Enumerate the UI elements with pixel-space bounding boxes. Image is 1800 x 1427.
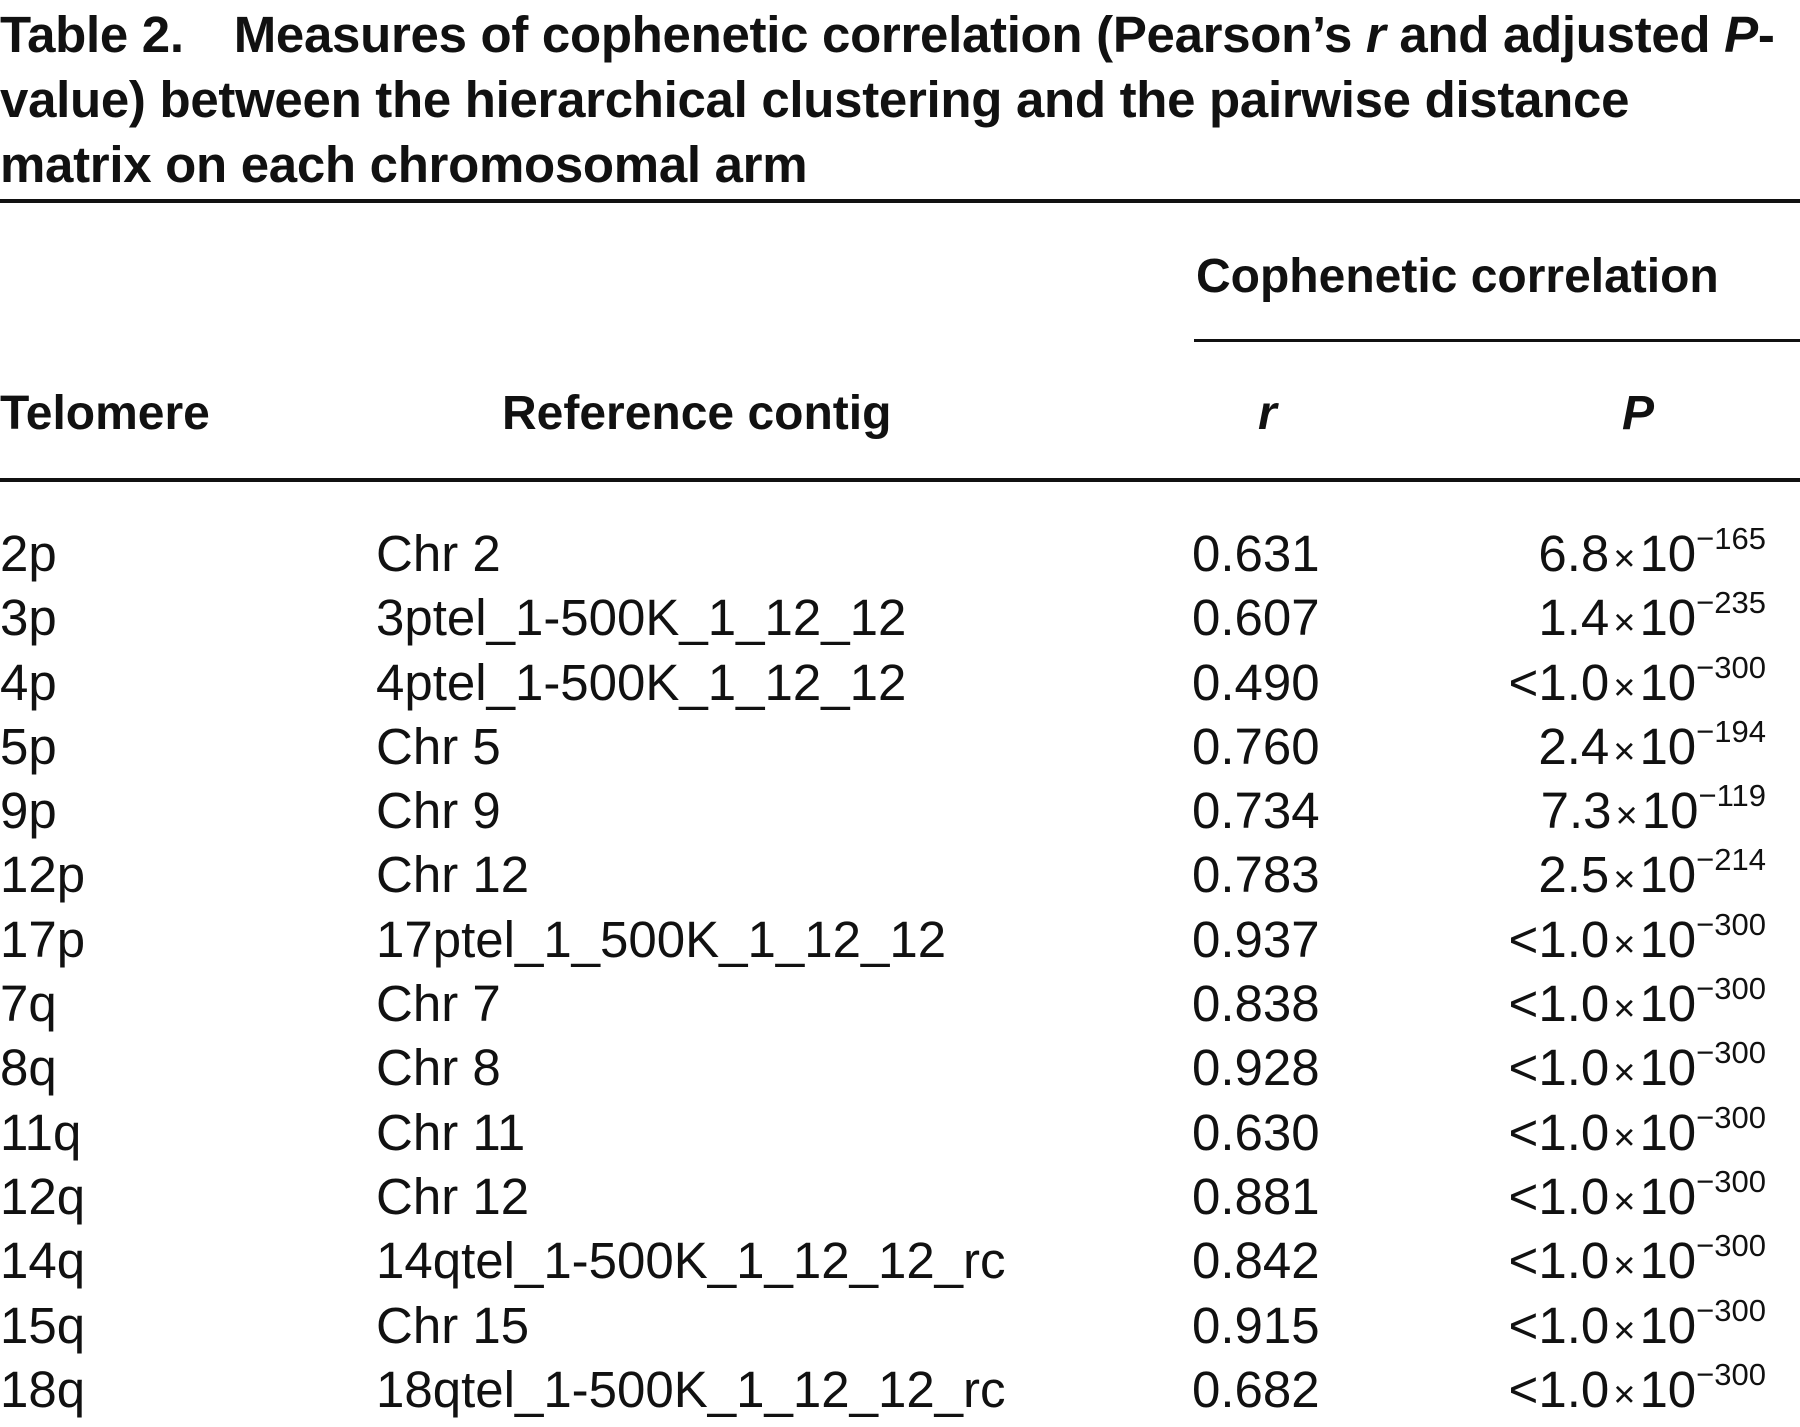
header-telomere: Telomere bbox=[0, 387, 210, 440]
cell-reference-contig: Chr 15 bbox=[376, 1296, 530, 1354]
cell-p bbox=[1509, 1229, 1766, 1298]
cell-reference-contig: Chr 12 bbox=[376, 846, 530, 904]
table-row bbox=[0, 779, 1800, 843]
p-exponent: −300 bbox=[1696, 1356, 1766, 1392]
cell-reference-contig: Chr 11 bbox=[376, 1103, 526, 1161]
p-mantissa: <1.0 bbox=[1508, 1039, 1610, 1097]
p-exponent: −300 bbox=[1696, 1163, 1766, 1199]
caption-p-symbol: P bbox=[1724, 6, 1758, 63]
times-sign: × bbox=[1613, 538, 1636, 580]
table-row bbox=[0, 843, 1800, 907]
p-exponent: −165 bbox=[1696, 521, 1766, 556]
times-sign: × bbox=[1613, 730, 1636, 773]
cell-r: 0.682 bbox=[1192, 1360, 1320, 1418]
table-row bbox=[0, 1294, 1800, 1358]
p-mantissa: <1.0 bbox=[1508, 1296, 1610, 1354]
p-base: 10 bbox=[1639, 910, 1697, 968]
caption-text-1: Measures of cophenetic correlation (Pearson’s bbox=[233, 6, 1366, 63]
p-base: 10 bbox=[1639, 1103, 1697, 1161]
p-mantissa: 2.4 bbox=[1538, 717, 1610, 775]
cell-reference-contig: 3ptel_1-500K_1_12_12 bbox=[376, 589, 907, 647]
times-sign: × bbox=[1613, 923, 1636, 966]
p-base: 10 bbox=[1639, 1296, 1697, 1354]
p-exponent: −119 bbox=[1698, 778, 1766, 814]
p-base: 10 bbox=[1641, 782, 1699, 840]
table-row bbox=[0, 586, 1800, 650]
p-mantissa: 7.3 bbox=[1540, 782, 1612, 840]
group-rule bbox=[1194, 339, 1800, 342]
table-body bbox=[0, 522, 1800, 1422]
times-sign: × bbox=[1613, 602, 1636, 645]
p-base: 10 bbox=[1639, 1039, 1697, 1097]
p-mantissa: 1.4 bbox=[1538, 589, 1610, 647]
p-base: 10 bbox=[1639, 589, 1697, 647]
cell-p bbox=[1509, 972, 1766, 1041]
cell-telomere: 12p bbox=[0, 846, 86, 904]
cell-reference-contig: Chr 7 bbox=[376, 975, 501, 1033]
p-base: 10 bbox=[1639, 1360, 1697, 1418]
cell-reference-contig: 4ptel_1-500K_1_12_12 bbox=[376, 653, 907, 711]
cell-telomere: 7q bbox=[0, 975, 57, 1033]
p-exponent: −300 bbox=[1696, 1099, 1766, 1135]
p-exponent: −300 bbox=[1696, 1228, 1766, 1264]
cell-r: 0.760 bbox=[1192, 717, 1320, 775]
cell-reference-contig: Chr 2 bbox=[376, 525, 501, 582]
p-base: 10 bbox=[1639, 717, 1697, 775]
cell-telomere: 18q bbox=[0, 1360, 86, 1418]
cell-p bbox=[1541, 779, 1766, 848]
p-mantissa: <1.0 bbox=[1508, 1103, 1610, 1161]
cell-r: 0.630 bbox=[1192, 1103, 1320, 1161]
p-exponent: −194 bbox=[1696, 713, 1766, 749]
p-exponent: −214 bbox=[1696, 842, 1766, 878]
table-row bbox=[0, 1165, 1800, 1229]
cell-reference-contig: Chr 9 bbox=[376, 782, 501, 840]
cell-p bbox=[1538, 843, 1766, 912]
table-caption bbox=[0, 2, 1790, 197]
times-sign: × bbox=[1613, 1245, 1636, 1288]
p-base: 10 bbox=[1639, 1167, 1697, 1225]
caption-r-symbol: r bbox=[1365, 6, 1386, 63]
cell-reference-contig: Chr 12 bbox=[376, 1167, 530, 1225]
p-mantissa: 6.8 bbox=[1538, 525, 1610, 582]
table-row bbox=[0, 1036, 1800, 1100]
cell-telomere: 14q bbox=[0, 1232, 86, 1290]
cell-r: 0.928 bbox=[1192, 1039, 1320, 1097]
cell-p bbox=[1509, 651, 1766, 720]
times-sign: × bbox=[1613, 1373, 1636, 1416]
cell-r: 0.915 bbox=[1192, 1296, 1320, 1354]
table-row bbox=[0, 715, 1800, 779]
cell-telomere: 15q bbox=[0, 1296, 86, 1354]
times-sign: × bbox=[1613, 1116, 1636, 1159]
table-row bbox=[0, 651, 1800, 715]
cell-r: 0.490 bbox=[1192, 653, 1320, 711]
p-base: 10 bbox=[1639, 1232, 1697, 1290]
cell-reference-contig: Chr 8 bbox=[376, 1039, 501, 1097]
caption-text-3: -value) between the hierarchical clustering and the pairwise distance matrix on each chromosomal arm bbox=[0, 6, 1775, 193]
cell-p bbox=[1509, 1294, 1766, 1363]
table-row bbox=[0, 908, 1800, 972]
cell-r: 0.734 bbox=[1192, 782, 1320, 840]
cell-p bbox=[1538, 586, 1766, 655]
cell-telomere: 8q bbox=[0, 1039, 57, 1097]
p-mantissa: <1.0 bbox=[1508, 1232, 1610, 1290]
cell-r: 0.838 bbox=[1192, 975, 1320, 1033]
cell-p bbox=[1509, 1358, 1766, 1427]
cell-r: 0.783 bbox=[1192, 846, 1320, 904]
p-exponent: −300 bbox=[1696, 971, 1766, 1007]
table-row bbox=[0, 1101, 1800, 1165]
cell-p bbox=[1538, 715, 1766, 784]
header-reference-contig: Reference contig bbox=[502, 387, 892, 440]
cell-p bbox=[1509, 1101, 1766, 1170]
p-mantissa: <1.0 bbox=[1508, 910, 1610, 968]
cell-telomere: 5p bbox=[0, 717, 57, 775]
p-exponent: −300 bbox=[1696, 906, 1766, 942]
p-mantissa: <1.0 bbox=[1508, 653, 1610, 711]
cell-telomere: 17p bbox=[0, 910, 86, 968]
times-sign: × bbox=[1613, 1180, 1636, 1223]
cell-p bbox=[1509, 908, 1766, 977]
times-sign: × bbox=[1613, 1309, 1636, 1352]
p-exponent: −300 bbox=[1696, 1292, 1766, 1328]
cell-telomere: 2p bbox=[0, 525, 57, 582]
header-p: P bbox=[1622, 387, 1655, 440]
cell-p bbox=[1509, 1036, 1766, 1105]
p-exponent: −300 bbox=[1696, 649, 1766, 685]
p-exponent: −235 bbox=[1696, 585, 1766, 621]
times-sign: × bbox=[1613, 988, 1636, 1031]
cell-r: 0.631 bbox=[1192, 525, 1320, 582]
cell-r: 0.607 bbox=[1192, 589, 1320, 647]
caption-text-2: and adjusted bbox=[1385, 6, 1725, 63]
top-rule bbox=[0, 199, 1800, 203]
times-sign: × bbox=[1615, 795, 1638, 838]
p-base: 10 bbox=[1639, 975, 1697, 1033]
cell-reference-contig: 18qtel_1-500K_1_12_12_rc bbox=[376, 1360, 1006, 1418]
p-base: 10 bbox=[1639, 525, 1697, 582]
p-base: 10 bbox=[1639, 653, 1697, 711]
table-row bbox=[0, 1358, 1800, 1422]
p-base: 10 bbox=[1639, 846, 1697, 904]
cell-r: 0.937 bbox=[1192, 910, 1320, 968]
cell-r: 0.881 bbox=[1192, 1167, 1320, 1225]
p-mantissa: <1.0 bbox=[1508, 1167, 1610, 1225]
p-mantissa: <1.0 bbox=[1508, 975, 1610, 1033]
cell-reference-contig: 17ptel_1_500K_1_12_12 bbox=[376, 910, 947, 968]
p-mantissa: 2.5 bbox=[1538, 846, 1610, 904]
cell-telomere: 3p bbox=[0, 589, 57, 647]
cell-reference-contig: Chr 5 bbox=[376, 717, 501, 775]
p-mantissa: <1.0 bbox=[1508, 1360, 1610, 1418]
header-r: r bbox=[1258, 387, 1277, 440]
header-rule bbox=[0, 478, 1800, 482]
times-sign: × bbox=[1613, 666, 1636, 709]
cell-telomere: 11q bbox=[0, 1103, 82, 1161]
table-label: Table 2. bbox=[0, 6, 184, 63]
p-exponent: −300 bbox=[1696, 1035, 1766, 1071]
cell-telomere: 4p bbox=[0, 653, 57, 711]
table-row bbox=[0, 1229, 1800, 1293]
table-row bbox=[0, 972, 1800, 1036]
times-sign: × bbox=[1613, 1052, 1636, 1095]
cell-r: 0.842 bbox=[1192, 1232, 1320, 1290]
cell-reference-contig: 14qtel_1-500K_1_12_12_rc bbox=[376, 1232, 1006, 1290]
cell-p bbox=[1509, 1165, 1766, 1234]
cell-telomere: 12q bbox=[0, 1167, 86, 1225]
cell-p bbox=[1538, 522, 1766, 591]
header-cophenetic-correlation: Cophenetic correlation bbox=[1196, 250, 1719, 303]
table-row bbox=[0, 522, 1800, 586]
times-sign: × bbox=[1613, 859, 1636, 902]
cell-telomere: 9p bbox=[0, 782, 57, 840]
